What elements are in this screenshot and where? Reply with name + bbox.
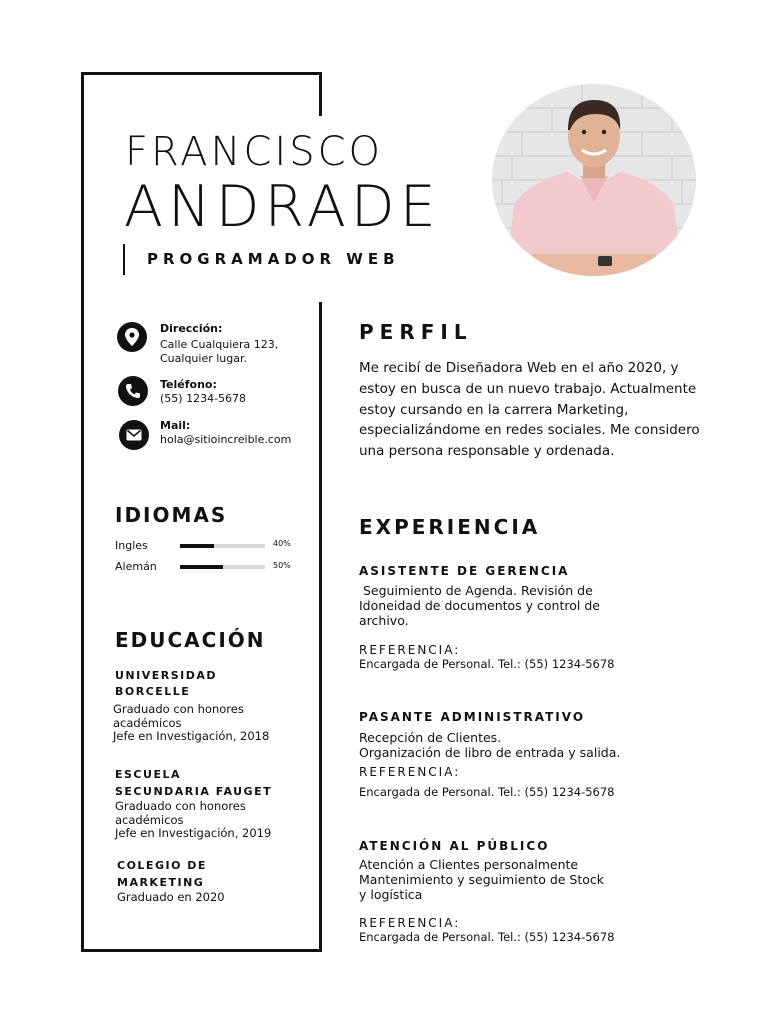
job-title: PROGRAMADOR WEB (147, 250, 400, 268)
experience-item (359, 564, 699, 671)
frame-left-border (81, 72, 84, 952)
education-institution-line1: COLEGIO DE (117, 859, 207, 872)
reference-text: Encargada de Personal. Tel.: (55) 1234-5678 (359, 785, 615, 799)
phone-icon (118, 376, 148, 406)
experience-item (359, 839, 699, 944)
education-item (115, 767, 315, 841)
reference-text: Encargada de Personal. Tel.: (55) 1234-5678 (359, 930, 615, 944)
experience-title: PASANTE ADMINISTRATIVO (359, 710, 586, 724)
language-level-fill (180, 544, 214, 548)
frame-right-border-bottom (319, 302, 322, 952)
language-percent: 50% (273, 561, 291, 570)
education-item (117, 858, 317, 905)
address-line1: Calle Cualquiera 123, (160, 338, 279, 351)
language-percent: 40% (273, 539, 291, 548)
education-detail-line3: Jefe en Investigación, 2019 (115, 826, 272, 840)
education-institution-line2: SECUNDARIA FAUGET (115, 785, 273, 798)
profile-heading: PERFIL (359, 320, 473, 344)
education-detail-line2: académicos (113, 715, 182, 730)
language-level-fill (180, 565, 223, 569)
experience-detail-line1: Atención a Clientes personalmente (359, 857, 579, 872)
profile-text: Me recibí de Diseñadora Web en el año 2020, y estoy en busca de un nuevo trabajo. Actualmente estoy cursando en la carrera Marketing, especializándome en redes sociales. Me considero una persona responsable y ordenada. (359, 360, 700, 460)
language-name: Alemán (115, 560, 157, 573)
mail-label: Mail: (160, 419, 191, 432)
experience-detail-line1: Seguimiento de Agenda. Revisión de (359, 583, 593, 598)
education-institution-line2: MARKETING (117, 876, 205, 889)
education-detail-line2: académicos (115, 812, 184, 827)
reference-label: REFERENCIA: (359, 643, 461, 657)
education-institution-line2: BORCELLE (115, 685, 191, 698)
education-item (115, 668, 315, 744)
experience-detail-line2: Organización de libro de entrada y salida. (359, 745, 621, 760)
education-institution-line1: ESCUELA (115, 768, 181, 781)
last-name: ANDRADE (124, 174, 441, 240)
mail-address: hola@sitioincreible.com (160, 433, 292, 446)
phone-number: (55) 1234-5678 (160, 392, 247, 405)
experience-detail-line3: y logística (359, 887, 423, 902)
frame-bottom-border (81, 949, 322, 952)
language-level-track (180, 565, 265, 569)
frame-right-border-top (319, 72, 322, 116)
experience-item (359, 710, 699, 799)
reference-text: Encargada de Personal. Tel.: (55) 1234-5678 (359, 657, 615, 671)
phone-label: Teléfono: (160, 378, 217, 391)
address-line2: Cualquier lugar. (160, 352, 248, 365)
education-detail-line3: Jefe en Investigación, 2018 (113, 729, 270, 743)
education-detail-line1: Graduado con honores (113, 702, 244, 716)
experience-detail-line2: Mantenimiento y seguimiento de Stock (359, 872, 605, 887)
education-heading: EDUCACIÓN (115, 628, 266, 652)
first-name: FRANCISCO (125, 129, 383, 175)
language-level-track (180, 544, 265, 548)
frame-top-border (81, 72, 322, 75)
education-detail-line1: Graduado con honores (115, 799, 246, 813)
reference-label: REFERENCIA: (359, 765, 461, 779)
language-name: Ingles (115, 539, 148, 552)
languages-heading: IDIOMAS (115, 503, 228, 527)
mail-icon (119, 420, 149, 450)
experience-detail-line3: archivo. (359, 613, 409, 628)
education-institution-line1: UNIVERSIDAD (115, 669, 218, 682)
experience-detail-line2: Idoneidad de documentos y control de (359, 598, 600, 613)
experience-heading: EXPERIENCIA (359, 515, 541, 539)
job-title-accent-bar (123, 244, 125, 275)
profile-photo (492, 84, 696, 276)
experience-detail-line1: Recepción de Clientes. (359, 730, 502, 745)
address-label: Dirección: (160, 322, 223, 335)
location-pin-icon (117, 322, 147, 352)
profile-photo-illustration (492, 84, 696, 276)
experience-title: ASISTENTE DE GERENCIA (359, 564, 570, 578)
experience-title: ATENCIÓN AL PÚBLICO (359, 839, 550, 853)
education-detail-line1: Graduado en 2020 (117, 890, 225, 904)
reference-label: REFERENCIA: (359, 916, 461, 930)
